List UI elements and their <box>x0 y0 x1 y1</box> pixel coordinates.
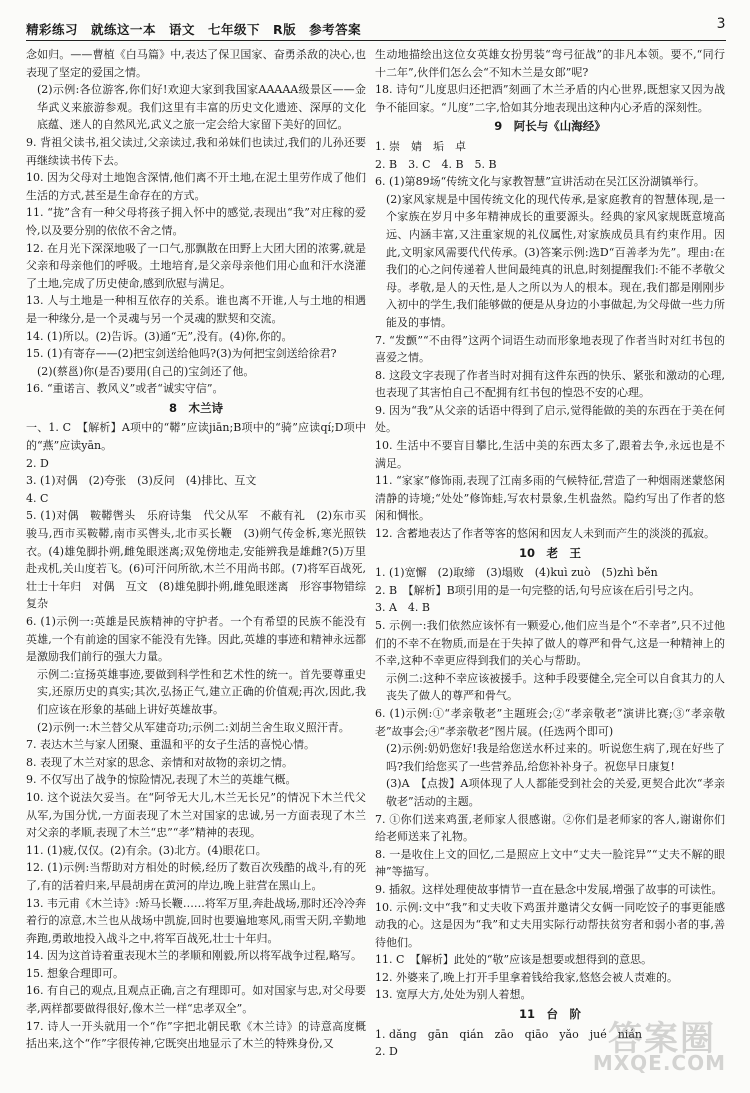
answer-item: 15. (1)有寄存——(2)把宝剑送给他吗?(3)为何把宝剑送给徐君? <box>26 347 337 361</box>
answer-item: 13. 人与土地是一种相互依存的关系。谁也离不开谁,人与土地的相遇是一种缘分,是一个灵魂与另一个灵魂的默契和交流。 <box>26 294 366 325</box>
answer-item: 17. 诗人一开头就用一个“作”字把北朝民歌《木兰诗》的诗意高度概括出来,这个“作”字很传神,它既突出地显示了木兰的特殊身份,又 <box>26 1019 366 1051</box>
answer-item: 2. D <box>375 1045 398 1059</box>
answer-item: 9. 插叙。这样处理使故事情节一直在悬念中发展,增强了故事的可读性。 <box>375 882 723 896</box>
answer-item: 1. dǎng gān qián zāo qiāo yǎo jué nián <box>375 1027 642 1041</box>
section-heading: 9 阿长与《山海经》 <box>494 119 606 134</box>
answer-item: 1. 崇 婧 垢 卓 <box>375 139 466 153</box>
answer-item: 9. 背祖父读书,祖父读过,父亲读过,我和弟妹们也读过,我们的儿孙还要再继续读书传下去。 <box>26 135 366 167</box>
answer-item: 11. C 【解析】此处的“敬”应该是想要或想得到的意思。 <box>375 953 653 967</box>
header-divider <box>26 40 726 41</box>
answer-item: 生动地描绘出这位女英雄女扮男装“弯弓征战”的非凡本领。要不,“同行十二年”,伙伴们怎么会“不知木兰是女郎”呢? <box>375 48 725 79</box>
answer-item: (2)示例一:木兰替父从军建奇功;示例二:刘胡兰舍生取义照汗青。 <box>37 720 350 734</box>
answer-item: 14. (1)所以。(2)告诉。(3)通“无”,没有。(4)你,你的。 <box>26 329 293 343</box>
section-heading: 8 木兰诗 <box>168 400 223 415</box>
answer-item: 10. 示例:文中“我”和丈夫收下鸡蛋并邀请父女俩一同吃饺子的事更能感动我的心。这是因为“我”和丈夫用实际行动帮扶贫穷者和弱小者的事,善待他们。 <box>375 900 725 949</box>
answer-item: 7. ①你们送来鸡蛋,老师家人很感谢。②你们是老师家的客人,谢谢你们给老师送来了礼物。 <box>375 812 725 844</box>
answer-item: 示例二:这种不幸应该被援手。这种手段要健全,完全可以自食其力的人丧失了做人的尊严和骨气。 <box>386 671 725 703</box>
answer-item: 6. (1)第89场“传统文化与家教智慧”宣讲活动在吴江区汾湖镇举行。 <box>375 175 705 189</box>
answer-item: 12. 含蓄地表达了作者等客的悠闲和因友人未到而产生的淡淡的孤寂。 <box>375 527 715 541</box>
answer-item: 11. “拢”含有一种父母将孩子拥入怀中的感觉,表现出“我”对庄稼的爱怜,以及要分别的依依不舍之情。 <box>26 206 366 237</box>
watermark-logo <box>586 1011 736 1081</box>
answer-item: 7. “发颤”“不由得”这两个词语生动而形象地表现了作者当时对红书包的喜爱之情。 <box>375 333 725 365</box>
section-heading: 11 台 阶 <box>518 1007 581 1022</box>
answer-item: 16. “重诺言、教风义”或者“诚实守信”。 <box>26 382 224 396</box>
answer-item: 5. (1)对偶 鞍鞯辔头 乐府诗集 代父从军 不蔽有礼 (2)东市买骏马,西市买鞍鞯,南市买辔头,北市买长鞭 (3)朔气传金柝,寒光照铁衣。(4)雄兔脚扑朔,雌兔眼迷离;双兔傍地走,安能辨我是雄雌?(5)万里赴戎机,关山度若飞。(6)可汗问所欲,木兰不用尚书郎。(7)将军百战死,壮士十年归 对偶 互文 (8)雄兔脚扑朔,雌兔眼迷离 形容事物错综复杂 <box>26 509 366 611</box>
answer-item: 示例二:宣扬英雄事迹,要做到科学性和艺术性的统一。首先要尊重史实,还原历史的真实;其次,弘扬正气,建立正确的价值观;再次,因此,我们应该在形象的基础上讲好英雄故事。 <box>37 667 366 716</box>
answer-item: 10. 这个说法欠妥当。在“阿爷无大儿,木兰无长兄”的情况下木兰代父从军,为国分忧,一方面表现了木兰对国家的忠诚,另一方面表现了木兰对父亲的孝顺,表现了木兰“忠”“孝”精神的表现。 <box>26 790 366 840</box>
answer-item: 10. 生活中不要盲目攀比,生活中美的东西太多了,跟着去争,永远也是不满足。 <box>375 439 725 470</box>
answer-item: 2. B 3. C 4. B 5. B <box>375 157 497 171</box>
answer-item: 2. D <box>26 456 49 470</box>
answer-item: 1. (1)宽懈 (2)取缔 (3)塌败 (4)kuì zuò (5)zhì běn <box>375 566 658 580</box>
answer-item: 3. (1)对偶 (2)夸张 (3)反问 (4)排比、互文 <box>26 474 257 488</box>
answer-item: 12. 外婆来了,晚上打开手里拿着钱给我家,悠悠会被人责难的。 <box>375 970 678 984</box>
answer-item: 15. 想象合理即可。 <box>26 966 124 980</box>
left-column <box>26 46 366 1053</box>
page-number: 3 <box>716 16 726 32</box>
answer-item: (3)A 【点拨】A项体现了人人都能受到社会的关爱,更契合此次“孝亲敬老”活动的主题。 <box>386 777 725 808</box>
answer-item: (2)示例:奶奶您好!我是给您送水杯过来的。听说您生病了,现在好些了吗?我们给您买了一些营养品,给您补补身子。祝您早日康复! <box>386 742 725 773</box>
answer-item: 14. 因为这首诗着重表现木兰的孝顺和刚毅,所以将军战争过程,略写。 <box>26 949 362 963</box>
watermark-url: MXQE.COM <box>592 1051 726 1075</box>
answer-item: 18. 诗句“儿度思归还把酒”刻画了木兰矛盾的内心世界,既想家又因为战争不能回家。“儿度”二字,恰如其分地表现出这种内心矛盾的深刻性。 <box>375 83 725 114</box>
answer-item: 念如归。——曹植《白马篇》中,表达了保卫国家、奋勇杀敌的决心,也表现了坚定的爱国之情。 <box>26 48 366 79</box>
answer-item: 2. B 【解析】B项引用的是一句完整的话,句号应该在后引号之内。 <box>375 583 701 597</box>
answer-item: 5. 示例一:我们依然应该怀有一颗爱心,他们应当是个“不幸者”,只不过他们的不幸不在物质,而是在于失掉了做人的尊严和骨气,这是一种精神上的不幸,这种不幸更应得到我们的关心与帮助。 <box>375 619 725 668</box>
watermark-text: 答案圈 <box>608 1019 716 1059</box>
answer-item: 12. 在月光下深深地吸了一口气,那飘散在田野上大团大团的浓雾,就是父亲和母亲他们的呼吸。土地培育,是父亲母亲他们用心血和汗水浇灌了土地,完成了历史使命,感到欣慰与满足。 <box>26 241 366 290</box>
answer-item: 12. (1)示例:当帮助对方相处的时候,经历了数百次残酷的战斗,有的死了,有的活着归来,早晨胡虏在黄河的岸边,晚上驻营在黑山上。 <box>26 861 366 892</box>
answer-item: 13. 韦元甫《木兰诗》:矫马长鞭……将军万里,奔赴战场,那时还冷冷奔着行的凉意,木兰也从战场中凯旋,回时也要遍地寒风,雨雪天阴,辛勤地奔跑,勇敢地投入战斗之中,将军百战死,壮士十年归。 <box>26 896 366 945</box>
section-heading: 10 老 王 <box>518 545 581 560</box>
page-header <box>26 16 726 42</box>
answer-item: 8. 表现了木兰对家的思念、亲情和对故物的亲切之情。 <box>26 755 293 769</box>
answer-item: 10. 因为父母对土地饱含深情,他们离不开土地,在泥土里劳作成了他们生活的方式,甚至是生命存在的方式。 <box>26 171 366 202</box>
answer-item: 13. 宽厚大方,处处为别人着想。 <box>375 988 532 1002</box>
answer-item: 8. 一是收住上文的回忆,二是照应上文中“丈夫一脸诧异”“丈夫不解的眼神”等描写。 <box>375 847 725 879</box>
answer-item: 16. 有自己的观点,且观点正确,言之有理即可。如对国家与忠,对父母要孝,两样都要做得很好,像木兰一样“忠孝双全”。 <box>26 984 366 1016</box>
answer-item: 7. 表达木兰与家人团聚、重温和平的女子生活的喜悦心情。 <box>26 738 315 752</box>
right-column <box>375 46 725 1061</box>
answer-item: 3. A 4. B <box>375 601 431 615</box>
answer-item: 一、1. C 【解析】A项中的“鞯”应读jiān;B项中的“骑”应读qí;D项中的“燕”应读yān。 <box>26 421 366 453</box>
header-title: 精彩练习 就练这一本 语文 七年级下 R版 参考答案 <box>26 22 362 37</box>
answer-item: 4. C <box>26 491 49 505</box>
answer-item: 11. “家家”修饰雨,表现了江南多雨的气候特征,营造了一种烟雨迷蒙悠闲清静的诗境;“处处”修饰蛙,写农村景象,生机盎然。隐约写出了作者的悠闲和惆怅。 <box>375 474 725 523</box>
answer-item: 9. 不仅写出了战争的惊险情况,表现了木兰的英雄气概。 <box>26 773 297 787</box>
answer-item: 11. (1)疲,仅仅。(2)有余。(3)北方。(4)眼花口。 <box>26 843 267 857</box>
answer-item: (2)示例:各位游客,你们好!欢迎大家到我国家AAAAA级景区——金华武义来旅游参观。我们这里有丰富的历史文化遗迹、深厚的文化底蕴、迷人的自然风光,武义之旅一定会给大家留下美好的回忆。 <box>37 83 366 132</box>
answer-item: 9. 因为“我”从父亲的话语中得到了启示,觉得能做的美的东西在于美在何处。 <box>375 403 725 435</box>
answer-item: 8. 这段文字表现了作者当时对拥有这件东西的快乐、紧张和激动的心理,也表现了其害怕自己不配拥有红书包的惶恐不安的心理。 <box>375 368 725 400</box>
answer-item: (2)(蔡邕)你(是否)要用(自己的)宝剑还了他。 <box>37 364 255 378</box>
answer-item: (2)家风家规是中国传统文化的现代传承,是家庭教育的智慧体现,是一个家族在岁月中多年精神成长的重要源头。经典的家风家规既意境高远、内涵丰富,又注重家规的礼仪属性,对家族成员具有约束作用。因此,文明家风需要代代传承。(3)答案示例:选D“百善孝为先”。理由:在我们的心之问传递着人世间最纯真的讯息,时刻提醒我们:不能不孝敬父母。孝敬,是人的天性,是人之所以为人的根本。现在,我们都是刚刚步入初中的学生,我们能够做的便是从身边的小事做起,为父母做一些力所能及的事情。 <box>386 192 725 329</box>
answer-item: 6. (1)示例一:英雄是民族精神的守护者。一个有希望的民族不能没有英雄,一个有前途的国家不能没有先锋。因此,英雄的事迹和精神永远都是激励我们前行的强大力量。 <box>26 615 366 664</box>
answer-item: 6. (1)示例:①“孝亲敬老”主题班会;②“孝亲敬老”演讲比赛;③“孝亲敬老”故事会;④“孝亲敬老”图片展。(任选两个即可) <box>375 706 725 738</box>
